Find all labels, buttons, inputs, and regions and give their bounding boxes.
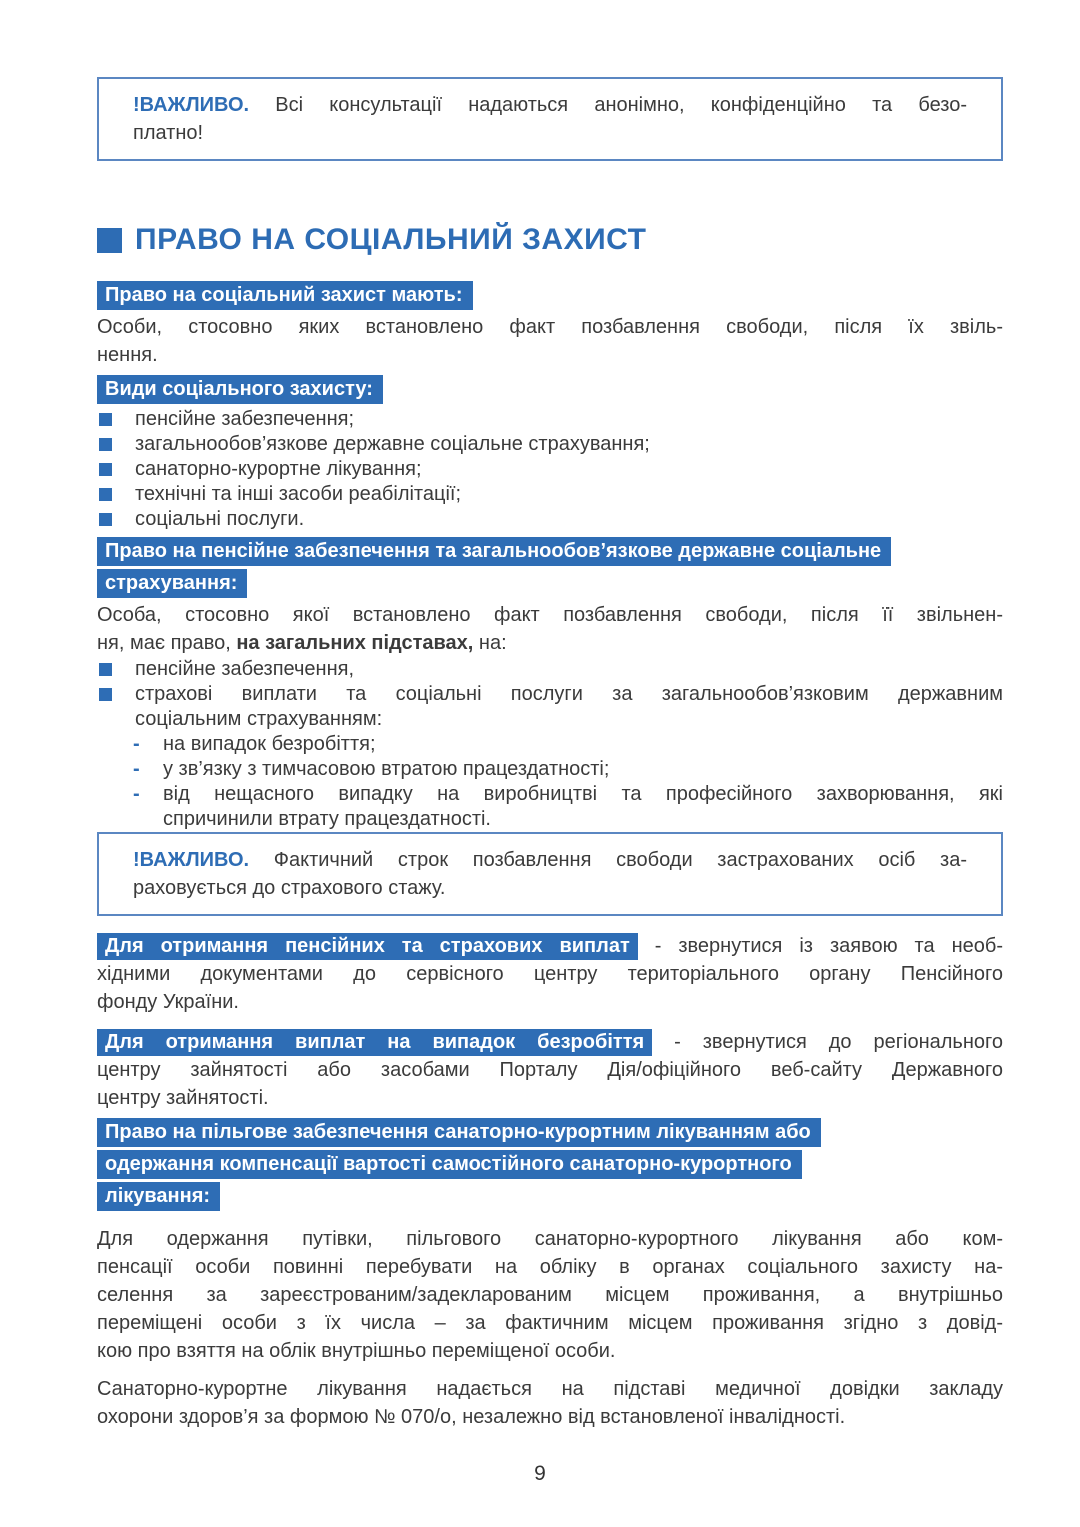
dash-item-text: на випадок безробіття; — [163, 733, 376, 755]
dash-item — [133, 757, 1003, 782]
important-box-2-line-2: раховується до страхового стажу. — [133, 877, 446, 899]
paragraph-who — [97, 313, 1003, 369]
dash-item-text — [163, 782, 1003, 832]
dash-item-text: у зв’язку з тимчасовою втратою працездатності; — [163, 758, 610, 780]
bullet-square-icon — [99, 688, 112, 701]
body-line: кою про взяття на облік внутрішньо переміщеної особи. — [97, 1340, 616, 1362]
list-item-text: пенсійне забезпечення, — [135, 658, 355, 680]
important-box-1 — [97, 77, 1003, 161]
bold-text: на загальних підставах, — [236, 632, 474, 654]
paragraph-unemployment — [97, 1028, 1003, 1112]
dash-item — [133, 732, 1003, 757]
list-item — [97, 432, 1003, 457]
bullet-square-icon — [99, 513, 112, 526]
important-label: !ВАЖЛИВО. — [133, 94, 250, 116]
list-item — [97, 507, 1003, 532]
paragraph-sanatorium-2 — [97, 1375, 1003, 1431]
section-heading — [97, 222, 1003, 258]
important-box-1-line-2: платно! — [133, 122, 204, 144]
body-text: - звернутися до регіонального — [652, 1031, 1003, 1053]
body-line: фонду України. — [97, 991, 239, 1013]
subheading-pension-line-1: Право на пенсійне забезпечення та загальнообов’язкове державне соціальне — [97, 537, 891, 566]
body-line: переміщені особи з їх числа – за фактичним місцем проживання згідно з довід- — [97, 1312, 1003, 1334]
page-number: 9 — [534, 1462, 546, 1485]
page-title: ПРАВО НА СОЦІАЛЬНИЙ ЗАХИСТ — [135, 223, 647, 256]
subheading-pension — [97, 537, 1003, 598]
body-line: нення. — [97, 344, 158, 366]
important-box-2 — [97, 832, 1003, 916]
important-box-2-text: Фактичний строк позбавлення свободи застрахованих осіб за- — [249, 849, 967, 871]
inline-highlight: Для отримання виплат на випадок безробіття — [97, 1029, 652, 1056]
bullet-square-icon — [99, 463, 112, 476]
dash-icon: - — [133, 783, 140, 805]
subheading-sanatorium-line-1: Право на пільгове забезпечення санаторно-курортним лікуванням або — [97, 1118, 821, 1147]
paragraph-sanatorium-1 — [97, 1225, 1003, 1365]
body-line: спричинили втрату працездатності. — [163, 808, 491, 830]
body-line: від нещасного випадку на виробництві та професійного захворювання, які — [163, 783, 1003, 805]
body-line: Особи, стосовно яких встановлено факт позбавлення свободи, після їх звіль- — [97, 316, 1003, 338]
dash-icon: - — [133, 758, 140, 780]
body-line: центру зайнятості або засобами Порталу Дія/офіційного веб-сайту Державного — [97, 1059, 1003, 1081]
important-box-1-line-1 — [133, 91, 967, 119]
body-line — [97, 1028, 1003, 1056]
subheading-pension-line-2: страхування: — [97, 569, 247, 598]
pension-list — [97, 657, 1003, 832]
bullet-square-icon — [99, 413, 112, 426]
important-label: !ВАЖЛИВО. — [133, 849, 250, 871]
list-item — [97, 457, 1003, 482]
list-item — [97, 657, 1003, 682]
body-line: Особа, стосовно якої встановлено факт позбавлення свободи, після її звільнен- — [97, 604, 1003, 626]
bullet-square-icon — [99, 488, 112, 501]
paragraph-pension-payments — [97, 932, 1003, 1016]
paragraph-pension-intro — [97, 601, 1003, 657]
list-item-text: загальнообов’язкове державне соціальне страхування; — [135, 433, 650, 455]
subheading-sanatorium — [97, 1118, 1003, 1211]
body-line: Санаторно-курортне лікування надається на підставі медичної довідки закладу — [97, 1378, 1003, 1400]
body-line: страхові виплати та соціальні послуги за загальнообов’язковим державним — [135, 683, 1003, 705]
dash-item — [133, 782, 1003, 832]
body-text: - звернутися із заявою та необ- — [637, 935, 1003, 957]
list-item-text: технічні та інші засоби реабілітації; — [135, 483, 461, 505]
inline-highlight: Для отримання пенсійних та страхових виплат — [97, 933, 638, 960]
list-item — [97, 682, 1003, 732]
body-line: хідними документами до сервісного центру територіального органу Пенсійного — [97, 963, 1003, 985]
body-line: охорони здоров’я за формою № 070/о, незалежно від встановленої інвалідності. — [97, 1406, 846, 1428]
body-line: соціальним страхуванням: — [135, 708, 383, 730]
heading-square-icon — [97, 228, 122, 253]
types-list — [97, 407, 1003, 532]
important-box-2-line-1 — [133, 846, 967, 874]
page-content — [97, 0, 1003, 1431]
subheading-types: Види соціального захисту: — [97, 375, 383, 404]
section-pension — [97, 537, 1003, 832]
list-item-text: соціальні послуги. — [135, 508, 305, 530]
list-item-text — [135, 682, 1003, 732]
list-item-text: санаторно-курортне лікування; — [135, 458, 422, 480]
dash-icon: - — [133, 733, 140, 755]
body-line: пенсації особи повинні перебувати на обліку в органах соціального захисту на- — [97, 1256, 1003, 1278]
bullet-square-icon — [99, 438, 112, 451]
body-line: селення за зареєстрованим/задекларованим місцем проживання, а внутрішньо — [97, 1284, 1003, 1306]
bullet-square-icon — [99, 663, 112, 676]
body-line — [97, 629, 1003, 657]
subheading-who: Право на соціальний захист мають: — [97, 281, 473, 310]
subheading-sanatorium-line-2: одержання компенсації вартості самостійного санаторно-курортного — [97, 1150, 802, 1179]
body-line: Для одержання путівки, пільгового санаторно-курортного лікування або ком- — [97, 1228, 1003, 1250]
body-text: на: — [473, 632, 507, 654]
list-item — [97, 407, 1003, 432]
important-box-1-text: Всі консультації надаються анонімно, конфіденційно та безо- — [249, 94, 967, 116]
list-item-text: пенсійне забезпечення; — [135, 408, 355, 430]
body-line — [97, 932, 1003, 960]
body-line: центру зайнятості. — [97, 1087, 269, 1109]
subheading-sanatorium-line-3: лікування: — [97, 1182, 220, 1211]
list-item — [97, 482, 1003, 507]
body-text: ня, має право, — [97, 632, 237, 654]
